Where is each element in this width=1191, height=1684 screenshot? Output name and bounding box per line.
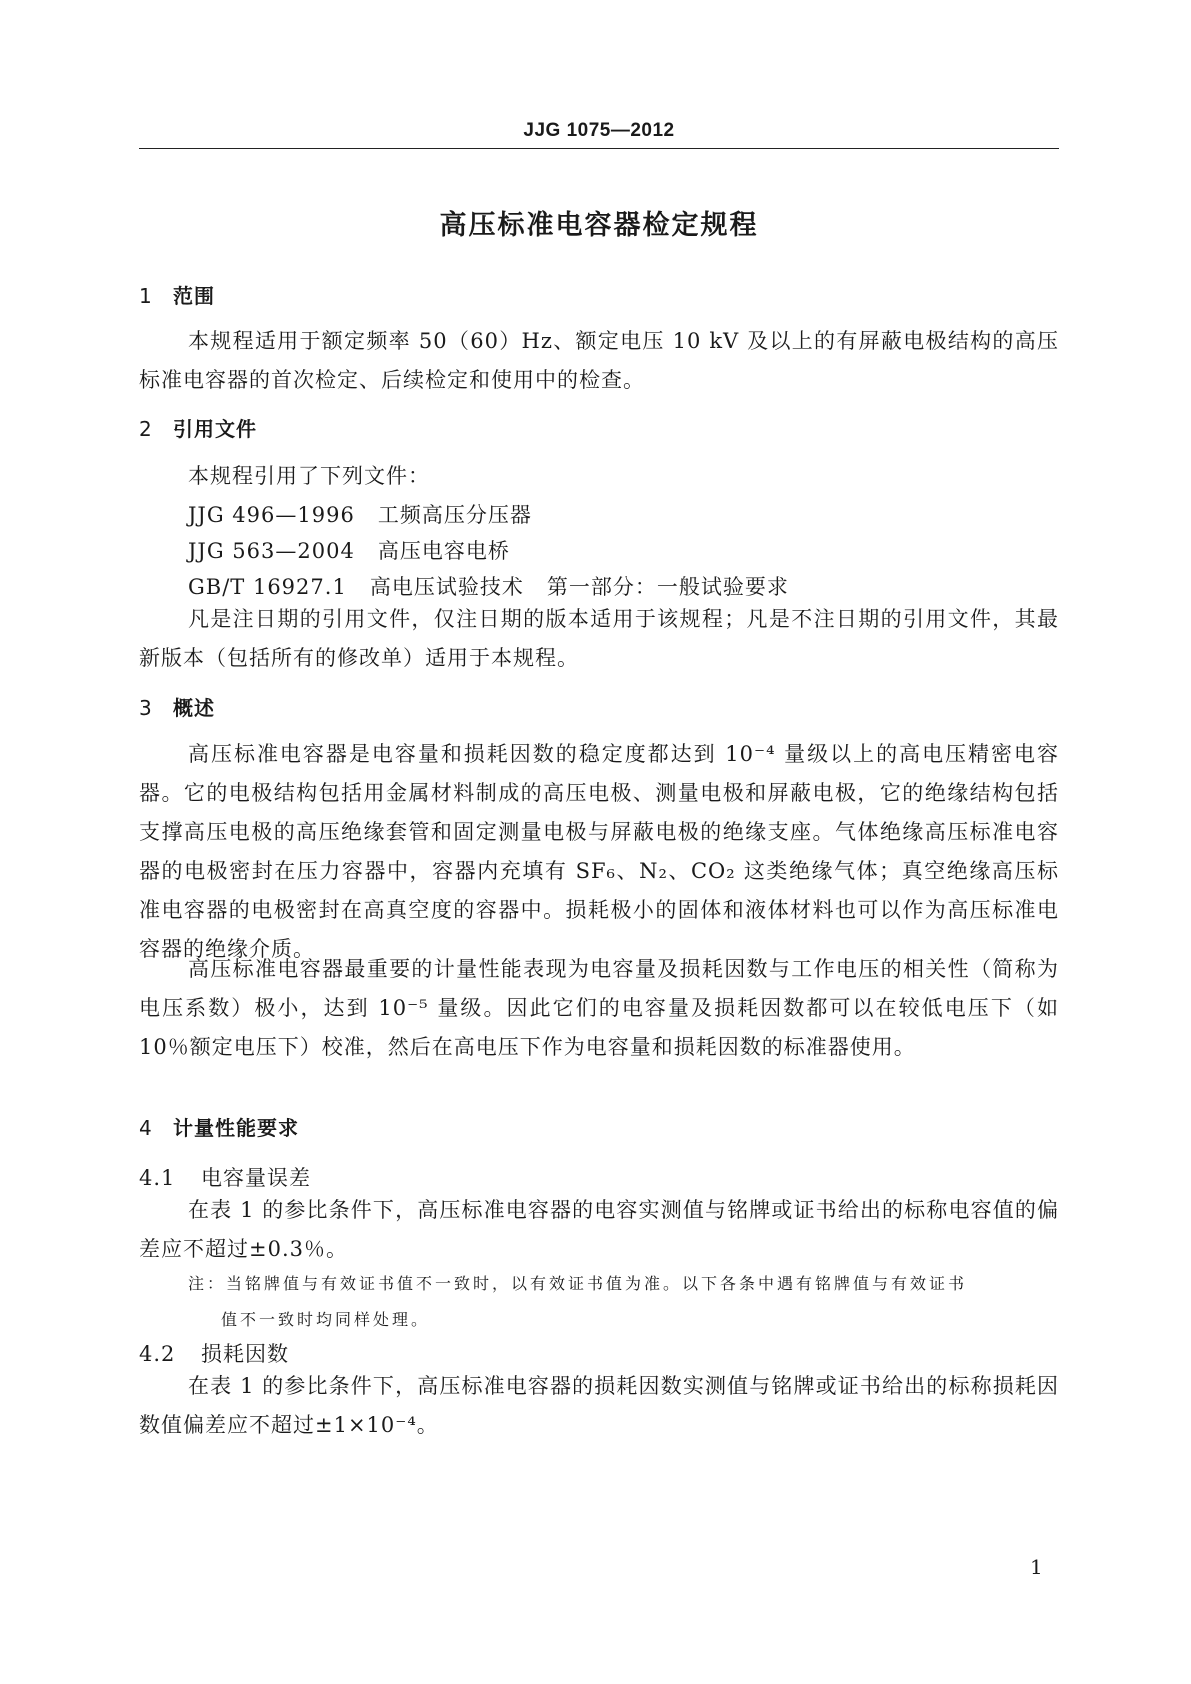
running-header: JJG 1075—2012 (523, 120, 675, 141)
reference-item: JJG 563—2004 高压电容电桥 (188, 539, 510, 563)
subsection-4-2-heading (139, 1338, 289, 1368)
section-number: 3 (139, 696, 153, 720)
references-intro: 本规程引用了下列文件： (188, 464, 430, 488)
section-number: 1 (139, 284, 153, 308)
subsection-4-2-paragraph: 在表 1 的参比条件下，高压标准电容器的损耗因数实测值与铭牌或证书给出的标称损耗因数值偏差应不超过±1×10⁻⁴。 (139, 1374, 1059, 1437)
section-title: 概述 (173, 696, 215, 720)
note-line-2: 值不一致时均同样处理。 (221, 1310, 431, 1329)
subsection-title: 电容量误差 (201, 1166, 311, 1190)
section-1-paragraph: 本规程适用于额定频率 50（60）Hz、额定电压 10 kV 及以上的有屏蔽电极结构的高压标准电容器的首次检定、后续检定和使用中的检查。 (139, 329, 1059, 392)
document-title: 高压标准电容器检定规程 (439, 210, 759, 241)
section-title: 范围 (173, 284, 215, 308)
section-title: 计量性能要求 (173, 1116, 299, 1140)
section-3-paragraph-2: 高压标准电容器最重要的计量性能表现为电容量及损耗因数与工作电压的相关性（简称为电压系数）极小，达到 10⁻⁵ 量级。因此它们的电容量及损耗因数都可以在较低电压下（如 10％额定电压下）校准，然后在高电压下作为电容量和损耗因数的标准器使用。 (139, 957, 1059, 1059)
subsection-4-1-paragraph: 在表 1 的参比条件下，高压标准电容器的电容实测值与铭牌或证书给出的标称电容值的偏差应不超过±0.3％。 (139, 1198, 1059, 1261)
subsection-number: 4.1 (139, 1166, 176, 1190)
section-2-paragraph: 凡是注日期的引用文件，仅注日期的版本适用于该规程；凡是不注日期的引用文件，其最新版本（包括所有的修改单）适用于本规程。 (139, 607, 1059, 670)
reference-item: JJG 496—1996 工频高压分压器 (188, 503, 532, 527)
section-number: 2 (139, 417, 153, 441)
section-number: 4 (139, 1116, 153, 1140)
section-title: 引用文件 (173, 417, 257, 441)
subsection-title: 损耗因数 (201, 1342, 289, 1366)
header-rule (139, 148, 1059, 149)
note-line-1: 注：当铭牌值与有效证书值不一致时，以有效证书值为准。以下各条中遇有铭牌值与有效证书 (188, 1274, 968, 1293)
section-3-heading (139, 692, 215, 721)
note (188, 1266, 1058, 1338)
section-4-heading (139, 1112, 299, 1141)
section-1-heading (139, 280, 215, 309)
section-3-paragraph-1: 高压标准电容器是电容量和损耗因数的稳定度都达到 10⁻⁴ 量级以上的高电压精密电容器。它的电极结构包括用金属材料制成的高压电极、测量电极和屏蔽电极，它的绝缘结构包括支撑高压电极的高压绝缘套管和固定测量电极与屏蔽电极的绝缘支座。气体绝缘高压标准电容器的电极密封在压力容器中，容器内充填有 SF₆、N₂、CO₂ 这类绝缘气体；真空绝缘高压标准电容器的电极密封在高真空度的容器中。损耗极小的固体和液体材料也可以作为高压标准电容器的绝缘介质。 (139, 742, 1059, 961)
page-number: 1 (1030, 1555, 1043, 1579)
reference-item: GB/T 16927.1 高电压试验技术 第一部分：一般试验要求 (188, 575, 789, 599)
section-2-heading (139, 413, 257, 442)
subsection-4-1-heading (139, 1162, 311, 1192)
subsection-number: 4.2 (139, 1342, 176, 1366)
